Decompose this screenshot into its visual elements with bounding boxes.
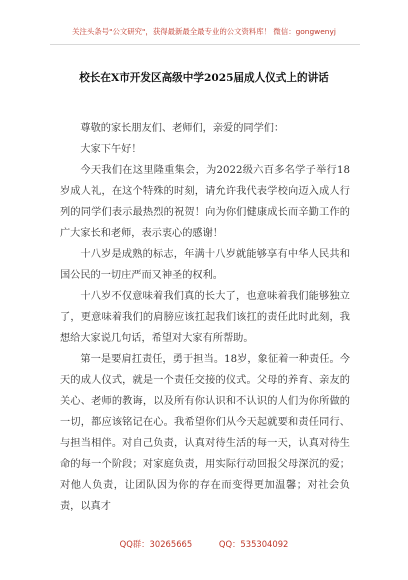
paragraph-greeting: 大家下午好！ xyxy=(80,144,142,155)
footer-contact xyxy=(0,538,408,550)
footer-qq: QQ：535304092 xyxy=(218,539,289,549)
paragraph: 今天我们在这里隆重集会，为2022级六百多名学子举行18岁成人礼，在这个特殊的时刻，请允许我代表学校向迈入成人行列的同学们表示最热烈的祝贺！向为你们健康成长而辛勤工作的广大家长和老师，表示衷心的感谢！ xyxy=(60,165,350,239)
header-divider xyxy=(50,44,360,45)
document-title: 校长在X市开发区高级中学2025届成人仪式上的讲话 xyxy=(79,72,329,84)
header-note: 关注头条号"公文研究"，获得最新最全最专业的公文资料库！ 微信：gongwenyj xyxy=(72,27,336,36)
paragraph-salutation: 尊敬的家长朋友们、老师们，亲爱的同学们： xyxy=(80,123,285,134)
document-body xyxy=(60,118,350,517)
footer-qq-group: QQ群：30265665 xyxy=(119,539,193,549)
paragraph: 十八岁不仅意味着我们真的长大了，也意味着我们能够独立了，更意味着我们的肩膀应该扛起我们该扛的责任此时此刻，我想给大家说几句话，希望对大家有所帮助。 xyxy=(60,291,350,344)
paragraph: 第一是要肩扛责任，勇于担当。18岁，象征着一种责任。今天的成人仪式，就是一个责任交接的仪式。父母的养育、亲友的关心、老师的教诲，以及所有你认识和不认识的人们为你所做的一切，都应该铭记在心。我希望你们从今天起就要和责任同行、与担当相伴。对自己负责，认真对待生活的每一天，认真对待生命的每一个阶段；对家庭负责，用实际行动回报父母深沉的爱；对他人负责，让团队因为你的存在而变得更加温馨；对社会负责，以真才 xyxy=(60,354,350,512)
paragraph: 十八岁是成熟的标志，年满十八岁就能够享有中华人民共和国公民的一切庄严而又神圣的权利。 xyxy=(60,249,350,281)
